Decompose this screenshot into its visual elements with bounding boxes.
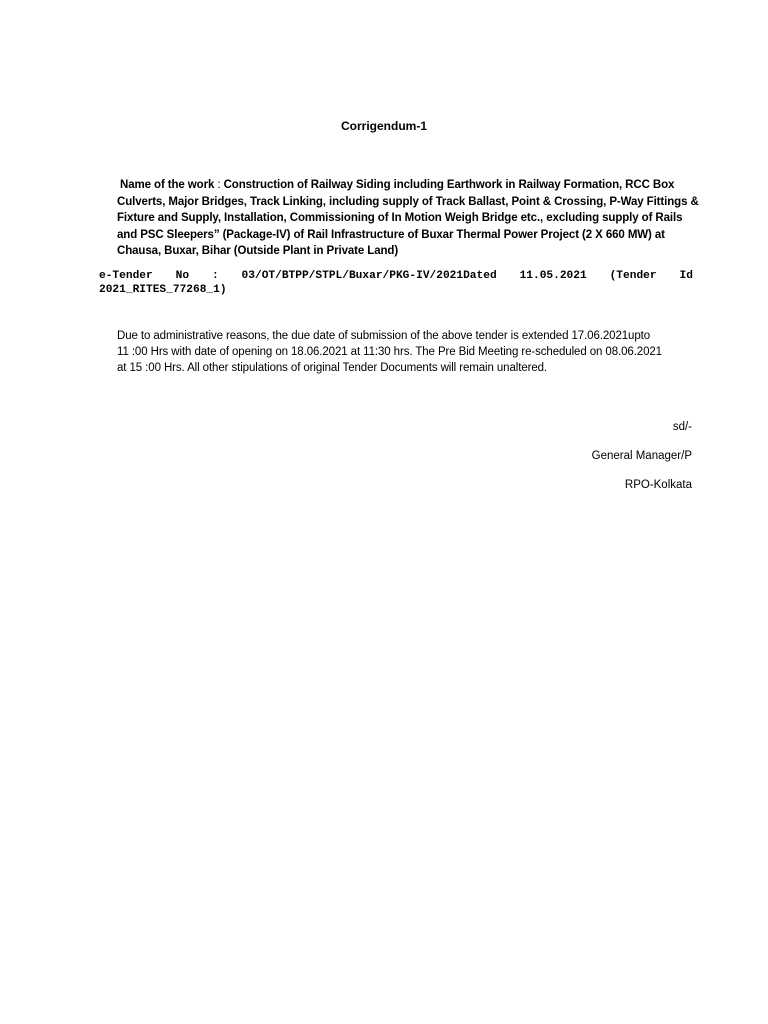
work-line-3: Fixture and Supply, Installation, Commissioning of In Motion Weigh Bridge etc., excluding supply of Rails: [117, 212, 683, 225]
tender-part-colon: :: [211, 270, 219, 282]
signature-designation: General Manager/P: [591, 450, 692, 462]
tender-part-label: e-Tender: [99, 270, 153, 282]
tender-part-no: No: [175, 270, 190, 282]
tender-reference: [99, 269, 693, 297]
document-title: Corrigendum-1: [340, 119, 427, 133]
signature-sd: sd/-: [672, 421, 692, 433]
tender-part-number: 03/OT/BTPP/STPL/Buxar/PKG-IV/2021Dated: [241, 270, 497, 282]
signature-office: RPO-Kolkata: [624, 479, 692, 491]
work-separator: :: [214, 179, 224, 191]
tender-part-id: Id: [679, 270, 693, 282]
notice-line-3: at 15 :00 Hrs. All other stipulations of original Tender Documents will remain unaltered.: [117, 362, 548, 375]
work-line-5: Chausa, Buxar, Bihar (Outside Plant in Private Land): [117, 245, 399, 258]
notice-line-2: 11 :00 Hrs with date of opening on 18.06.2021 at 11:30 hrs. The Pre Bid Meeting re-scheduled on 08.06.2021: [117, 346, 662, 359]
notice-line-1: Due to administrative reasons, the due date of submission of the above tender is extended 17.06.2021upto: [117, 330, 651, 342]
notice-paragraph: [117, 328, 697, 377]
tender-part-tender: (Tender: [609, 270, 657, 282]
work-label: Name of the work: [120, 179, 215, 191]
work-line-4: and PSC Sleepers” (Package-IV) of Rail Infrastructure of Buxar Thermal Power Project (2 X 660 MW) at: [117, 228, 665, 241]
tender-part-date: 11.05.2021: [519, 270, 587, 282]
tender-line-1: [99, 269, 693, 283]
tender-line-2: 2021_RITES_77268_1): [99, 284, 227, 296]
work-line-2: Culverts, Major Bridges, Track Linking, including supply of Track Ballast, Point & Crossing, P-Way Fittings &: [117, 195, 699, 208]
work-line-1: [117, 177, 699, 194]
work-description: [117, 177, 699, 260]
work-text-1: Construction of Railway Siding including Earthwork in Railway Formation, RCC Box: [223, 179, 675, 191]
